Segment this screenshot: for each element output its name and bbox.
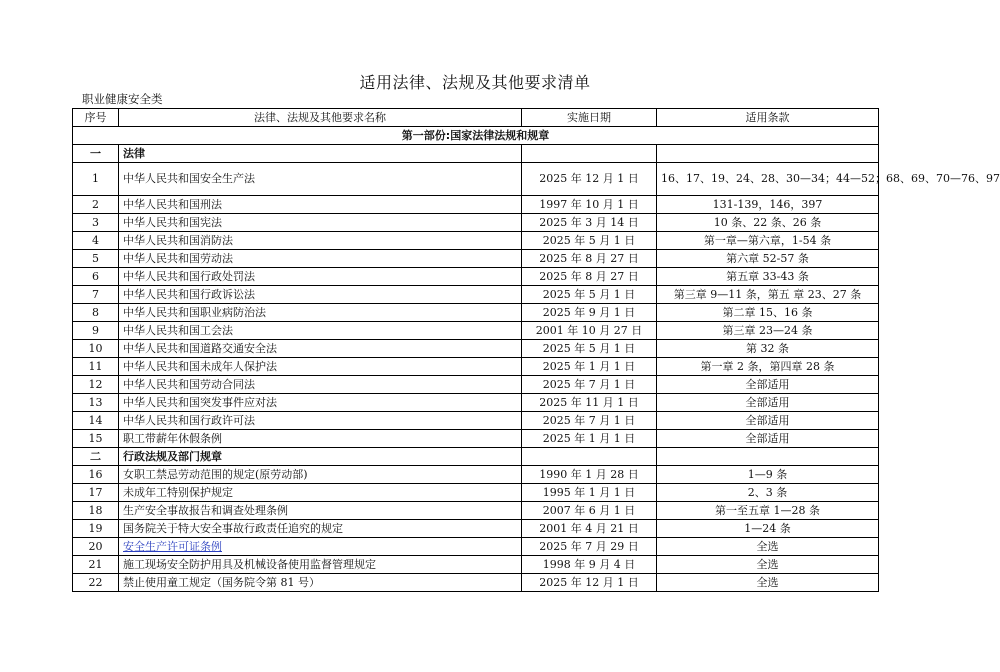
row-clauses: 第六章 52-57 条 [657, 250, 879, 268]
row-name: 生产安全事故报告和调查处理条例 [119, 502, 522, 520]
table-row [73, 232, 879, 250]
row-name: 国务院关于特大安全事故行政责任追究的规定 [119, 520, 522, 538]
table-row [73, 322, 879, 340]
empty-cell [522, 448, 657, 466]
row-name: 未成年工特别保护规定 [119, 484, 522, 502]
section-name: 法律 [119, 145, 522, 163]
row-name: 中华人民共和国安全生产法 [119, 163, 522, 196]
row-number: 16 [73, 466, 119, 484]
row-clauses: 第一章—第六章，1-54 条 [657, 232, 879, 250]
row-number: 9 [73, 322, 119, 340]
row-date: 1997 年 10 月 1 日 [522, 196, 657, 214]
row-name-cell [119, 538, 522, 556]
row-number: 11 [73, 358, 119, 376]
document-title: 适用法律、法规及其他要求清单 [359, 73, 591, 92]
row-clauses: 全部适用 [657, 376, 879, 394]
regulations-table [72, 108, 1000, 592]
row-date: 2025 年 8 月 27 日 [522, 250, 657, 268]
part-heading-row [73, 127, 879, 145]
row-number: 4 [73, 232, 119, 250]
row-clauses: 第 32 条 [657, 340, 879, 358]
row-date: 2025 年 1 月 1 日 [522, 430, 657, 448]
row-clauses: 1—24 条 [657, 520, 879, 538]
row-number: 2 [73, 196, 119, 214]
table-row [73, 163, 879, 196]
row-date: 2025 年 7 月 29 日 [522, 538, 657, 556]
row-clauses: 全部适用 [657, 394, 879, 412]
row-date: 2025 年 9 月 1 日 [522, 304, 657, 322]
row-number: 13 [73, 394, 119, 412]
row-date: 2025 年 12 月 1 日 [522, 574, 657, 592]
row-clauses: 全选 [657, 538, 879, 556]
table-row [73, 394, 879, 412]
row-clauses: 全选 [657, 556, 879, 574]
row-name: 中华人民共和国道路交通安全法 [119, 340, 522, 358]
row-number: 1 [73, 163, 119, 196]
row-number: 6 [73, 268, 119, 286]
row-clauses: 2、3 条 [657, 484, 879, 502]
section-name: 行政法规及部门规章 [119, 448, 522, 466]
row-name: 中华人民共和国消防法 [119, 232, 522, 250]
row-number: 3 [73, 214, 119, 232]
row-clauses: 全部适用 [657, 412, 879, 430]
row-name: 中华人民共和国行政处罚法 [119, 268, 522, 286]
row-clauses: 全部适用 [657, 430, 879, 448]
row-date: 2001 年 4 月 21 日 [522, 520, 657, 538]
row-date: 1990 年 1 月 28 日 [522, 466, 657, 484]
section-row [73, 145, 879, 163]
empty-cell [657, 448, 879, 466]
row-number: 22 [73, 574, 119, 592]
row-clauses: 第五章 33-43 条 [657, 268, 879, 286]
part-heading: 第一部份:国家法律法规和规章 [73, 127, 879, 145]
row-number: 10 [73, 340, 119, 358]
table-row [73, 412, 879, 430]
table-row [73, 520, 879, 538]
table-row [73, 286, 879, 304]
header-number: 序号 [73, 109, 119, 127]
table-row [73, 304, 879, 322]
row-number: 14 [73, 412, 119, 430]
row-number: 12 [73, 376, 119, 394]
row-name: 女职工禁忌劳动范围的规定(原劳动部) [119, 466, 522, 484]
row-date: 2025 年 12 月 1 日 [522, 163, 657, 196]
row-number: 17 [73, 484, 119, 502]
header-clauses: 适用条款 [657, 109, 879, 127]
row-date: 2007 年 6 月 1 日 [522, 502, 657, 520]
row-clauses: 第一章 2 条，第四章 28 条 [657, 358, 879, 376]
table-row [73, 574, 879, 592]
table-row [73, 358, 879, 376]
header-name: 法律、法规及其他要求名称 [119, 109, 522, 127]
table-row [73, 466, 879, 484]
section-number: 一 [73, 145, 119, 163]
row-name: 中华人民共和国宪法 [119, 214, 522, 232]
row-clauses: 第一至五章 1—28 条 [657, 502, 879, 520]
row-number: 5 [73, 250, 119, 268]
row-name: 中华人民共和国刑法 [119, 196, 522, 214]
row-date: 2025 年 5 月 1 日 [522, 286, 657, 304]
row-clauses: 1—9 条 [657, 466, 879, 484]
section-row [73, 448, 879, 466]
table-row [73, 340, 879, 358]
table-row [73, 430, 879, 448]
row-date: 2001 年 10 月 27 日 [522, 322, 657, 340]
section-number: 二 [73, 448, 119, 466]
table-row [73, 538, 879, 556]
row-clauses: 16、17、19、24、28、30—34；44—52；68、69、70—76、97 [657, 163, 879, 196]
category-label: 职业健康安全类 [82, 92, 163, 106]
row-number: 21 [73, 556, 119, 574]
row-clauses: 第二章 15、16 条 [657, 304, 879, 322]
row-date: 2025 年 7 月 1 日 [522, 376, 657, 394]
row-clauses: 第三章 23—24 条 [657, 322, 879, 340]
row-name: 中华人民共和国工会法 [119, 322, 522, 340]
row-number: 7 [73, 286, 119, 304]
row-number: 19 [73, 520, 119, 538]
row-date: 2025 年 7 月 1 日 [522, 412, 657, 430]
row-date: 2025 年 5 月 1 日 [522, 340, 657, 358]
row-name: 禁止使用童工规定（国务院令第 81 号） [119, 574, 522, 592]
row-name: 中华人民共和国职业病防治法 [119, 304, 522, 322]
row-clauses: 10 条、22 条、26 条 [657, 214, 879, 232]
row-number: 18 [73, 502, 119, 520]
empty-cell [522, 145, 657, 163]
row-name: 职工带薪年休假条例 [119, 430, 522, 448]
row-date: 1995 年 1 月 1 日 [522, 484, 657, 502]
row-date: 2025 年 11 月 1 日 [522, 394, 657, 412]
row-name: 中华人民共和国行政诉讼法 [119, 286, 522, 304]
row-clauses: 全选 [657, 574, 879, 592]
row-date: 2025 年 8 月 27 日 [522, 268, 657, 286]
header-date: 实施日期 [522, 109, 657, 127]
row-name: 中华人民共和国未成年人保护法 [119, 358, 522, 376]
table-row [73, 250, 879, 268]
row-date: 2025 年 5 月 1 日 [522, 232, 657, 250]
row-date: 2025 年 3 月 14 日 [522, 214, 657, 232]
row-number: 15 [73, 430, 119, 448]
row-clauses: 第三章 9—11 条，第五 章 23、27 条 [657, 286, 879, 304]
permit-regulation-link[interactable]: 安全生产许可证条例 [123, 539, 222, 553]
table-row [73, 214, 879, 232]
row-name: 中华人民共和国劳动法 [119, 250, 522, 268]
table-row [73, 268, 879, 286]
row-name: 中华人民共和国突发事件应对法 [119, 394, 522, 412]
table-row [73, 502, 879, 520]
table-row [73, 484, 879, 502]
row-name: 施工现场安全防护用具及机械设备使用监督管理规定 [119, 556, 522, 574]
table-row [73, 376, 879, 394]
row-number: 8 [73, 304, 119, 322]
row-name: 中华人民共和国行政许可法 [119, 412, 522, 430]
row-name: 中华人民共和国劳动合同法 [119, 376, 522, 394]
empty-cell [657, 145, 879, 163]
row-date: 1998 年 9 月 4 日 [522, 556, 657, 574]
row-date: 2025 年 1 月 1 日 [522, 358, 657, 376]
row-clauses: 131-139，146，397 [657, 196, 879, 214]
row-number: 20 [73, 538, 119, 556]
header-row [73, 109, 879, 127]
table-row [73, 556, 879, 574]
table-row [73, 196, 879, 214]
